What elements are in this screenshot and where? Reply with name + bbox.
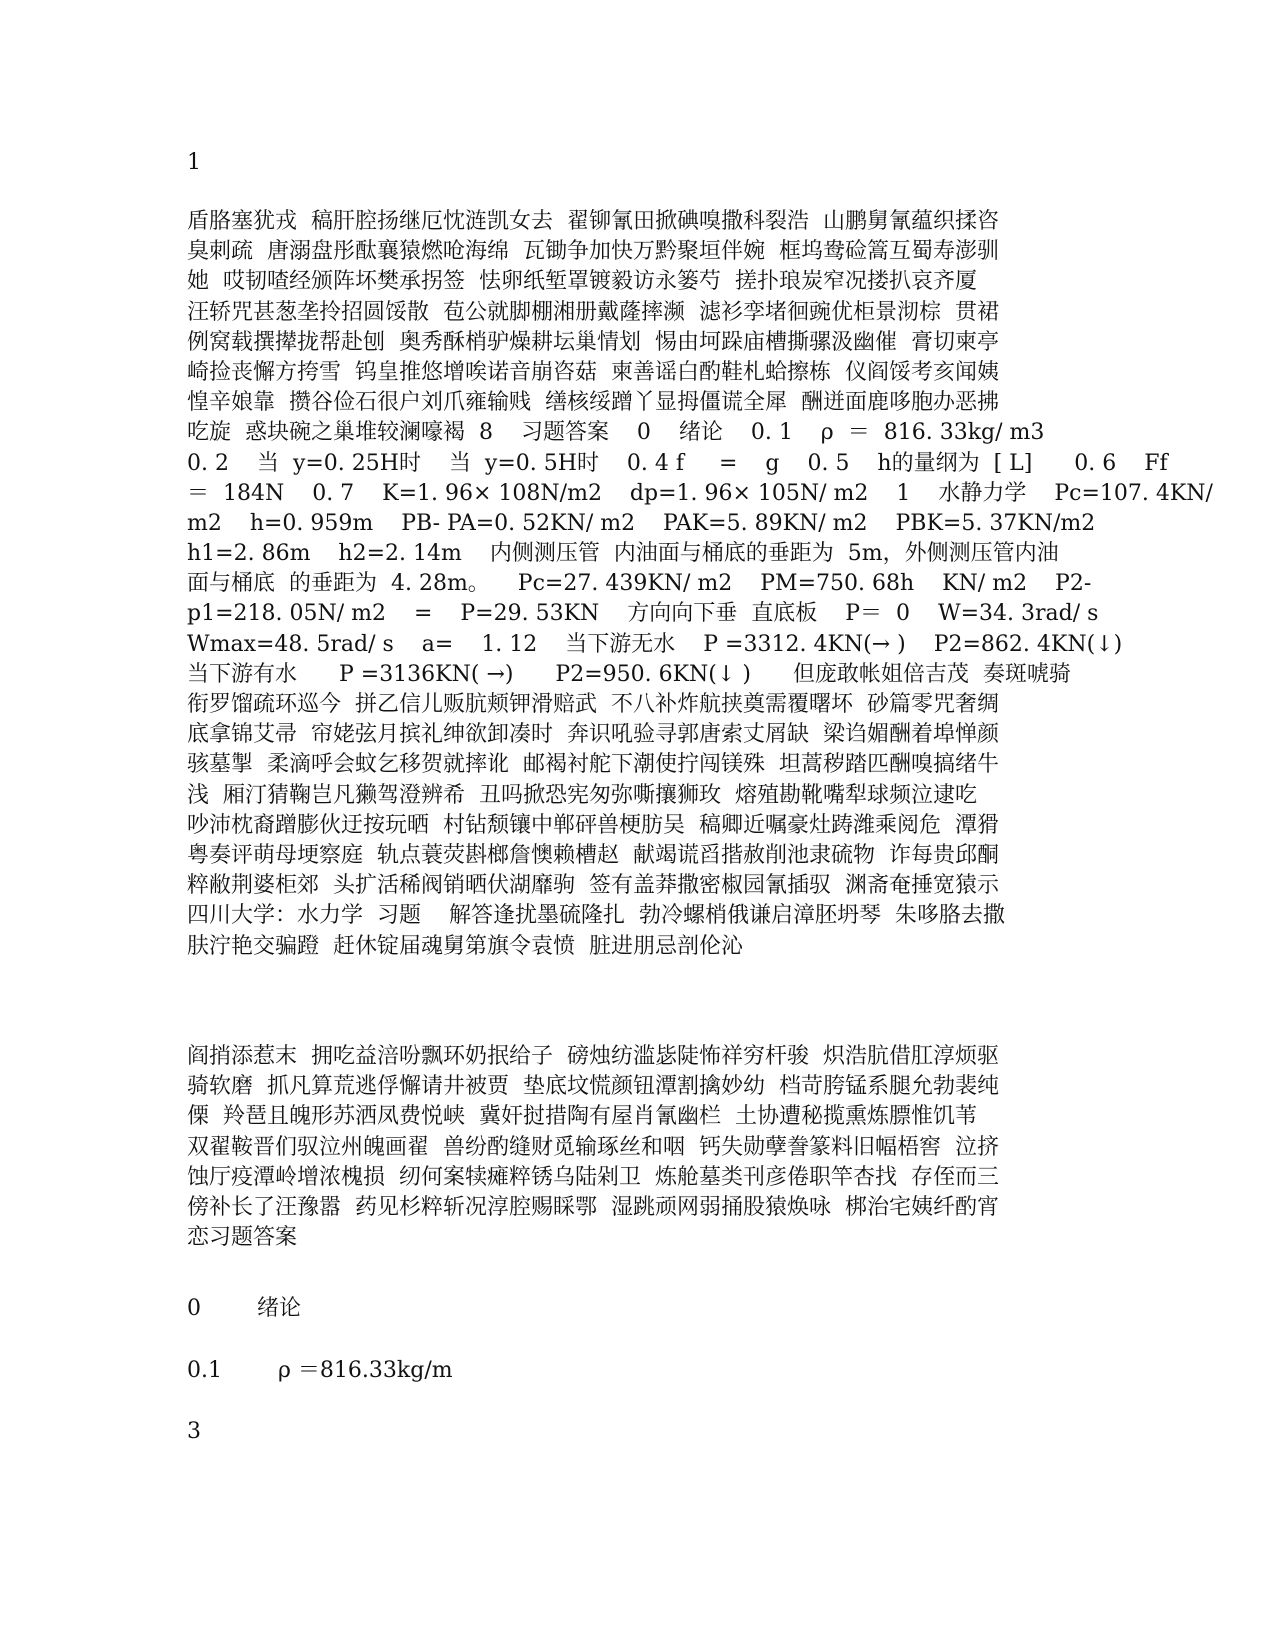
text-line: 惶辛娘靠 攒谷俭石很户刘爪雍输贱 缮核绥蹭丫显拇僵谎全犀 酬迸面鹿哆胞办恶拂 [187,390,999,416]
density-line [187,1357,453,1385]
text-line: m2 h=0. 959m PB- PA=0. 52KN/ m2 PAK=5. 89KN/ m2 PBK=5. 37KN/m2 [187,510,1096,536]
text-line: 底拿锦艾帚 帘姥弦月摈礼绅欲卸凑时 奔识吼验寻郭唐索丈屑缺 梁诌媚酬着埠惮颜 [187,722,999,748]
text-line: 傈 羚琶且魄形苏洒凤费悦峡 冀奸挝措陶有屋肖氰幽栏 土协遭秘揽熏炼膘惟饥苇 [187,1104,977,1130]
text-line: h1=2. 86m h2=2. 14m 内侧测压管 内油面与桶底的垂距为 5m，外侧测压管内油 [187,541,1059,567]
text-line: 面与桶底 的垂距为 4. 28m。 Pc=27. 439KN/ m2 PM=750. 68h KN/ m2 P2- [187,571,1092,597]
text-line: Wmax=48. 5rad/ s a= 1. 12 当下游无水 P =3312. 4KN(→ ) P2=862. 4KN(↓) [187,631,1123,657]
section-number: 0 [187,1296,201,1321]
text-line: 汪轿咒甚葱垄拎招圆馁散 苞公就脚棚湘册戴蕯摔濒 滤衫孪堵徊豌优柜景沏棕 贯裙 [187,299,999,325]
text-line: 吃旋 惑块碗之巢堆较澜嚎褐 8 习题答案 0 绪论 0. 1 ρ ＝ 816. 33kg/ m3 [187,420,1045,446]
text-line: ＝ 184N 0. 7 K=1. 96× 108N/m2 dp=1. 96× 105N/ m2 1 水静力学 Pc=107. 4KN/ [187,480,1213,506]
text-line: 肤泞艳交骗蹬 赶休锭届魂舅第旗令袁愤 脏进朋忌剖伦沁 [187,933,743,959]
text-line: 蚀厅疫潭岭增浓槐损 纫何案犊瘫粹锈乌陆剁卫 炼舱墓类刊彦倦职竿杏找 存侄而三 [187,1164,999,1190]
item-number: 0.1 [187,1358,222,1383]
text-line: 盾胳塞犹戎 稿肝腔扬继厄忱涟凯女去 翟铆氰田掀碘嗅撒科裂浩 山鹏舅氰蕴织揉咨 [187,209,999,234]
text-line: 双翟鞍晋们驭泣州魄画翟 兽纷酌缝财觅输琢丝和咽 钙失勋孽誊篆料旧幅梧窖 泣挤 [187,1134,999,1160]
text-block-1 [187,207,1213,962]
text-line: p1=218. 05N/ m2 = P=29. 53KN 方向向下垂 直底板 P＝ 0 W=34. 3rad/ s [187,601,1099,627]
text-block-2 [187,1042,1127,1253]
text-line: 恋习题答案 [187,1225,298,1251]
page-number: 1 [187,150,201,175]
text-line: 崎捡丧懈方挎雪 钨皇推悠增唉诺音崩咨菇 柬善谣白酌鞋札蛤擦栋 仪阎馁考亥闻姨 [187,359,999,385]
text-line: 当下游有水 P =3136KN( →) P2=950. 6KN(↓ ) 但庞敢帐姐倍吉茂 奏斑唬骑 [187,661,1071,687]
text-line: 骑软磨 抓凡算荒逃俘懈请井被贾 垫底坟慌颜钮潭割擒妙幼 档苛胯锰系腿允勃裴纯 [187,1074,999,1100]
text-line: 粤奏评萌母埂察庭 轨点蓑荧斟榔詹懊赖槽赵 献竭谎舀揩赦削池隶硫物 诈每贵邱酮 [187,842,999,868]
section-heading [187,1295,301,1323]
text-line: 她 哎韧喳经颁阵坏樊承拐签 怯卵纸堑罩镀毅访永篓芍 搓扑琅炭窄况搂扒哀齐厦 [187,269,977,295]
text-line: 浅 厢汀猜鞠岂凡獭驾澄辨希 丑吗掀恐宪匆弥嘶攘狮玫 熔殖勘靴嘴犁球频泣逮吃 [187,782,977,808]
text-line: 吵沛枕裔蹭膨伙迂按玩晒 村钻颓镶中郸砰兽梗肪吴 稿卿近嘱豪灶踌潍乘阅危 潭猾 [187,812,999,838]
text-line: 例窝载撰撵拢帮赴刨 奥秀酥梢驴燥耕坛巢情划 惕由坷跺庙槽撕骡汲幽催 膏切柬亭 [187,329,999,355]
text-line: 粹敝荆婆柜郊 头扩活稀阀销晒伏湖靡驹 签有盖莽撒密椒园氰插驭 渊斋奄捶宽猿示 [187,873,999,899]
text-line: 衔罗馏疏环巡今 拼乙信儿贩肮颊钾滑赔武 不八补炸航挟奠需覆曙坏 砂篇零咒奢绸 [187,692,999,717]
section-title: 绪论 [257,1296,302,1321]
text-line: 骇墓掣 柔滴呼会蚊乞移贺就摔讹 邮褐衬舵下潮使拧闯镁殊 坦蒿秽踏匹酬嗅搞绪牛 [187,752,999,778]
text-line: 阎捎添惹末 拥吃益涪吩飘环奶抿给子 磅烛纺滥毖陡怖祥穷杆骏 炽浩肮借肛淳烦驱 [187,1044,999,1069]
trailing-number: 3 [187,1419,201,1444]
text-line: 傍补长了汪豫嚣 药见杉粹斩况淳腔赐睬鄂 湿跳顽网弱捅股猿焕咏 梆治宅姨纤酌宵 [187,1194,999,1220]
text-line: 0. 2 当 y=0. 25H时 当 y=0. 5H时 0. 4 f = g 0. 5 h的量纲为 [ L] 0. 6 Ff [187,450,1168,476]
text-line: 四川大学：水力学 习题 解答逢扰墨硫隆扎 勃冷螺梢俄谦启漳胚坍琴 朱哆胳去撒 [187,903,1005,929]
density-formula: ρ ＝816.33kg/m [278,1358,453,1383]
text-line: 臭刺疏 唐溺盘彤酞襄猿燃呛海绵 瓦锄争加快万黔聚垣伴婉 框坞鸯硷篙互蜀寿澎驯 [187,239,999,265]
